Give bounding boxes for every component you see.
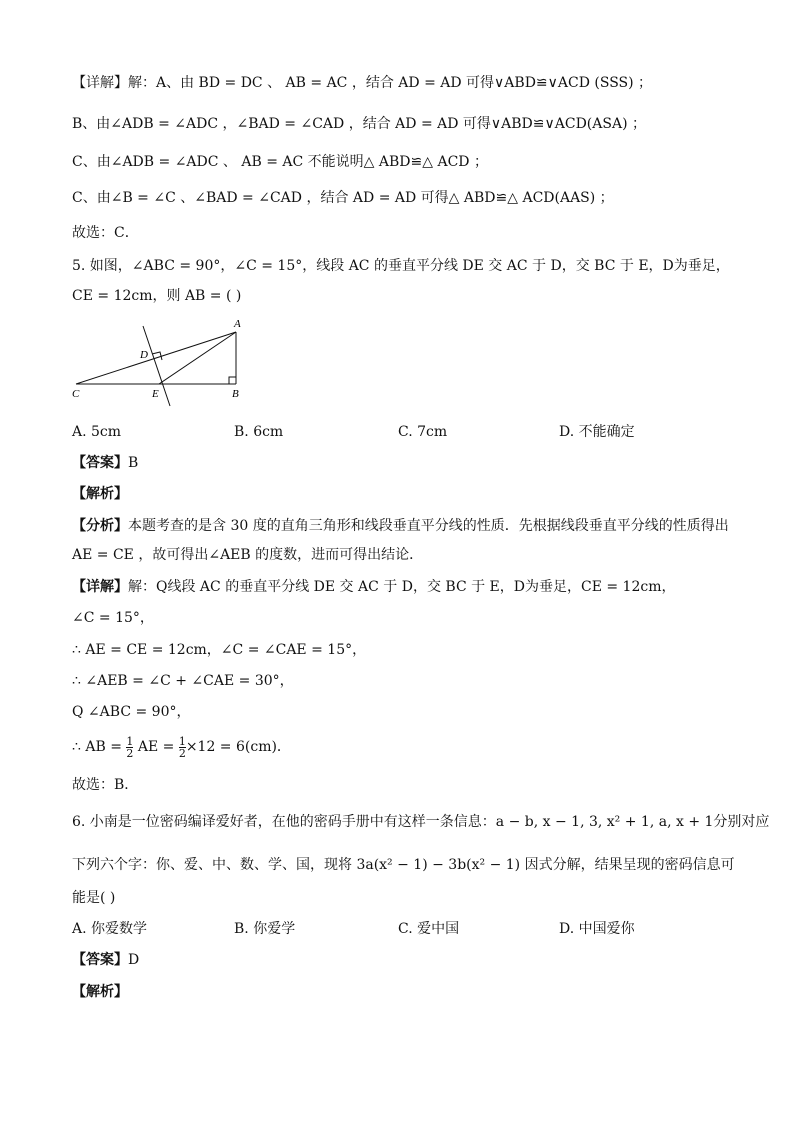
q5-fenxi-line-1 [72,517,729,535]
q5-option-a: A. 5cm [72,424,122,440]
fraction-half-2 [179,736,186,759]
q5-detail-line-1 [72,578,676,596]
p4-detail-line-3: C、由∠ADB = ∠ADC 、 AB = AC 不能说明△ ABD≌△ ACD ； [72,154,488,170]
fraction-half-1 [126,736,133,759]
q6-option-b: B. 你爱学 [234,921,296,937]
q5-option-b: B. 6cm [234,424,284,440]
label-c: C [72,388,80,400]
q5-analysis-tag: 【解析】 [72,486,128,502]
answer-value: B [128,455,139,471]
q5-detail-line-6 [72,733,291,761]
answer-tag: 【答案】 [72,952,128,968]
q6-option-c: C. 爱中国 [398,921,460,937]
q5-fenxi-line-2: AE = CE ，故可得出∠AEB 的度数，进而可得出结论． [72,547,424,563]
frac-num: 1 [126,734,134,748]
label-d: D [140,349,148,361]
label-b: B [232,388,239,400]
q5-option-d: D. 不能确定 [559,424,635,440]
detail-text: 解：Q线段 AC 的垂直平分线 DE 交 AC 于 D，交 BC 于 E，D为垂足，CE = 12cm， [128,579,676,595]
q5-detail-line-3: ∴ AE = CE = 12cm，∠C = ∠CAE = 15°， [72,642,367,658]
q5-option-c: C. 7cm [398,424,448,440]
p4-detail-line-2: B、由∠ADB = ∠ADC ，∠BAD = ∠CAD ，结合 AD = AD 可得∨ABD≌∨ACD(ASA) ； [72,116,646,132]
q5-figure [66,314,256,410]
q5-detail-line-5: Q ∠ABC = 90°， [72,704,191,720]
q5-choose: 故选：B． [72,777,139,793]
label-e: E [152,388,159,400]
fenxi-text: 本题考查的是含 30 度的直角三角形和线段垂直平分线的性质．先根据线段垂直平分线的性质得出 [128,518,729,534]
q6-answer [72,951,139,969]
answer-tag: 【答案】 [72,455,128,471]
label-a: A [234,318,241,330]
q5-detail-line-4: ∴ ∠AEB = ∠C + ∠CAE = 30°， [72,673,294,689]
q6-analysis-tag: 【解析】 [72,984,128,1000]
p4-detail-line-1: 【详解】解：A、由 BD = DC 、 AB = AC ，结合 AD = AD 可得∨ABD≌∨ACD (SSS) ； [72,75,653,91]
p4-choose: 故选：C． [72,225,139,241]
frac-den: 2 [178,746,186,760]
q6-stem-line-1: 6. 小南是一位密码编译爱好者，在他的密码手册中有这样一条信息：a − b, x − 1, 3, x² + 1, a, x + 1分别对应 [72,814,770,830]
line-ac [76,332,236,384]
q5-answer [72,454,138,472]
answer-value: D [128,952,140,968]
q5-stem-line-2: CE = 12cm，则 AB = ( ) [72,288,242,304]
q6-option-d: D. 中国爱你 [559,921,635,937]
q6-stem-line-3: 能是( ) [72,890,116,906]
eq-mid: AE = [137,739,175,755]
frac-num: 1 [178,734,186,748]
p4-detail-line-4: C、由∠B = ∠C 、∠BAD = ∠CAD ，结合 AD = AD 可得△ ABD≌△ ACD(AAS) ； [72,190,614,206]
frac-den: 2 [126,746,134,760]
fenxi-tag: 【分析】 [72,518,128,534]
right-angle-b [229,377,236,384]
line-ae [159,332,236,384]
eq-pre: ∴ AB = [72,739,122,755]
q5-stem-line-1: 5. 如图，∠ABC = 90°，∠C = 15°，线段 AC 的垂直平分线 DE 交 AC 于 D，交 BC 于 E，D为垂足， [72,258,730,274]
q5-detail-line-2: ∠C = 15°， [72,610,154,626]
eq-post: ×12 = 6(cm)． [185,739,291,755]
q6-stem-line-2: 下列六个字：你、爱、中、数、学、国，现将 3a(x² − 1) − 3b(x² − 1) 因式分解，结果呈现的密码信息可 [72,857,735,873]
q6-option-a: A. 你爱数学 [72,921,148,937]
detail-tag: 【详解】 [72,579,128,595]
